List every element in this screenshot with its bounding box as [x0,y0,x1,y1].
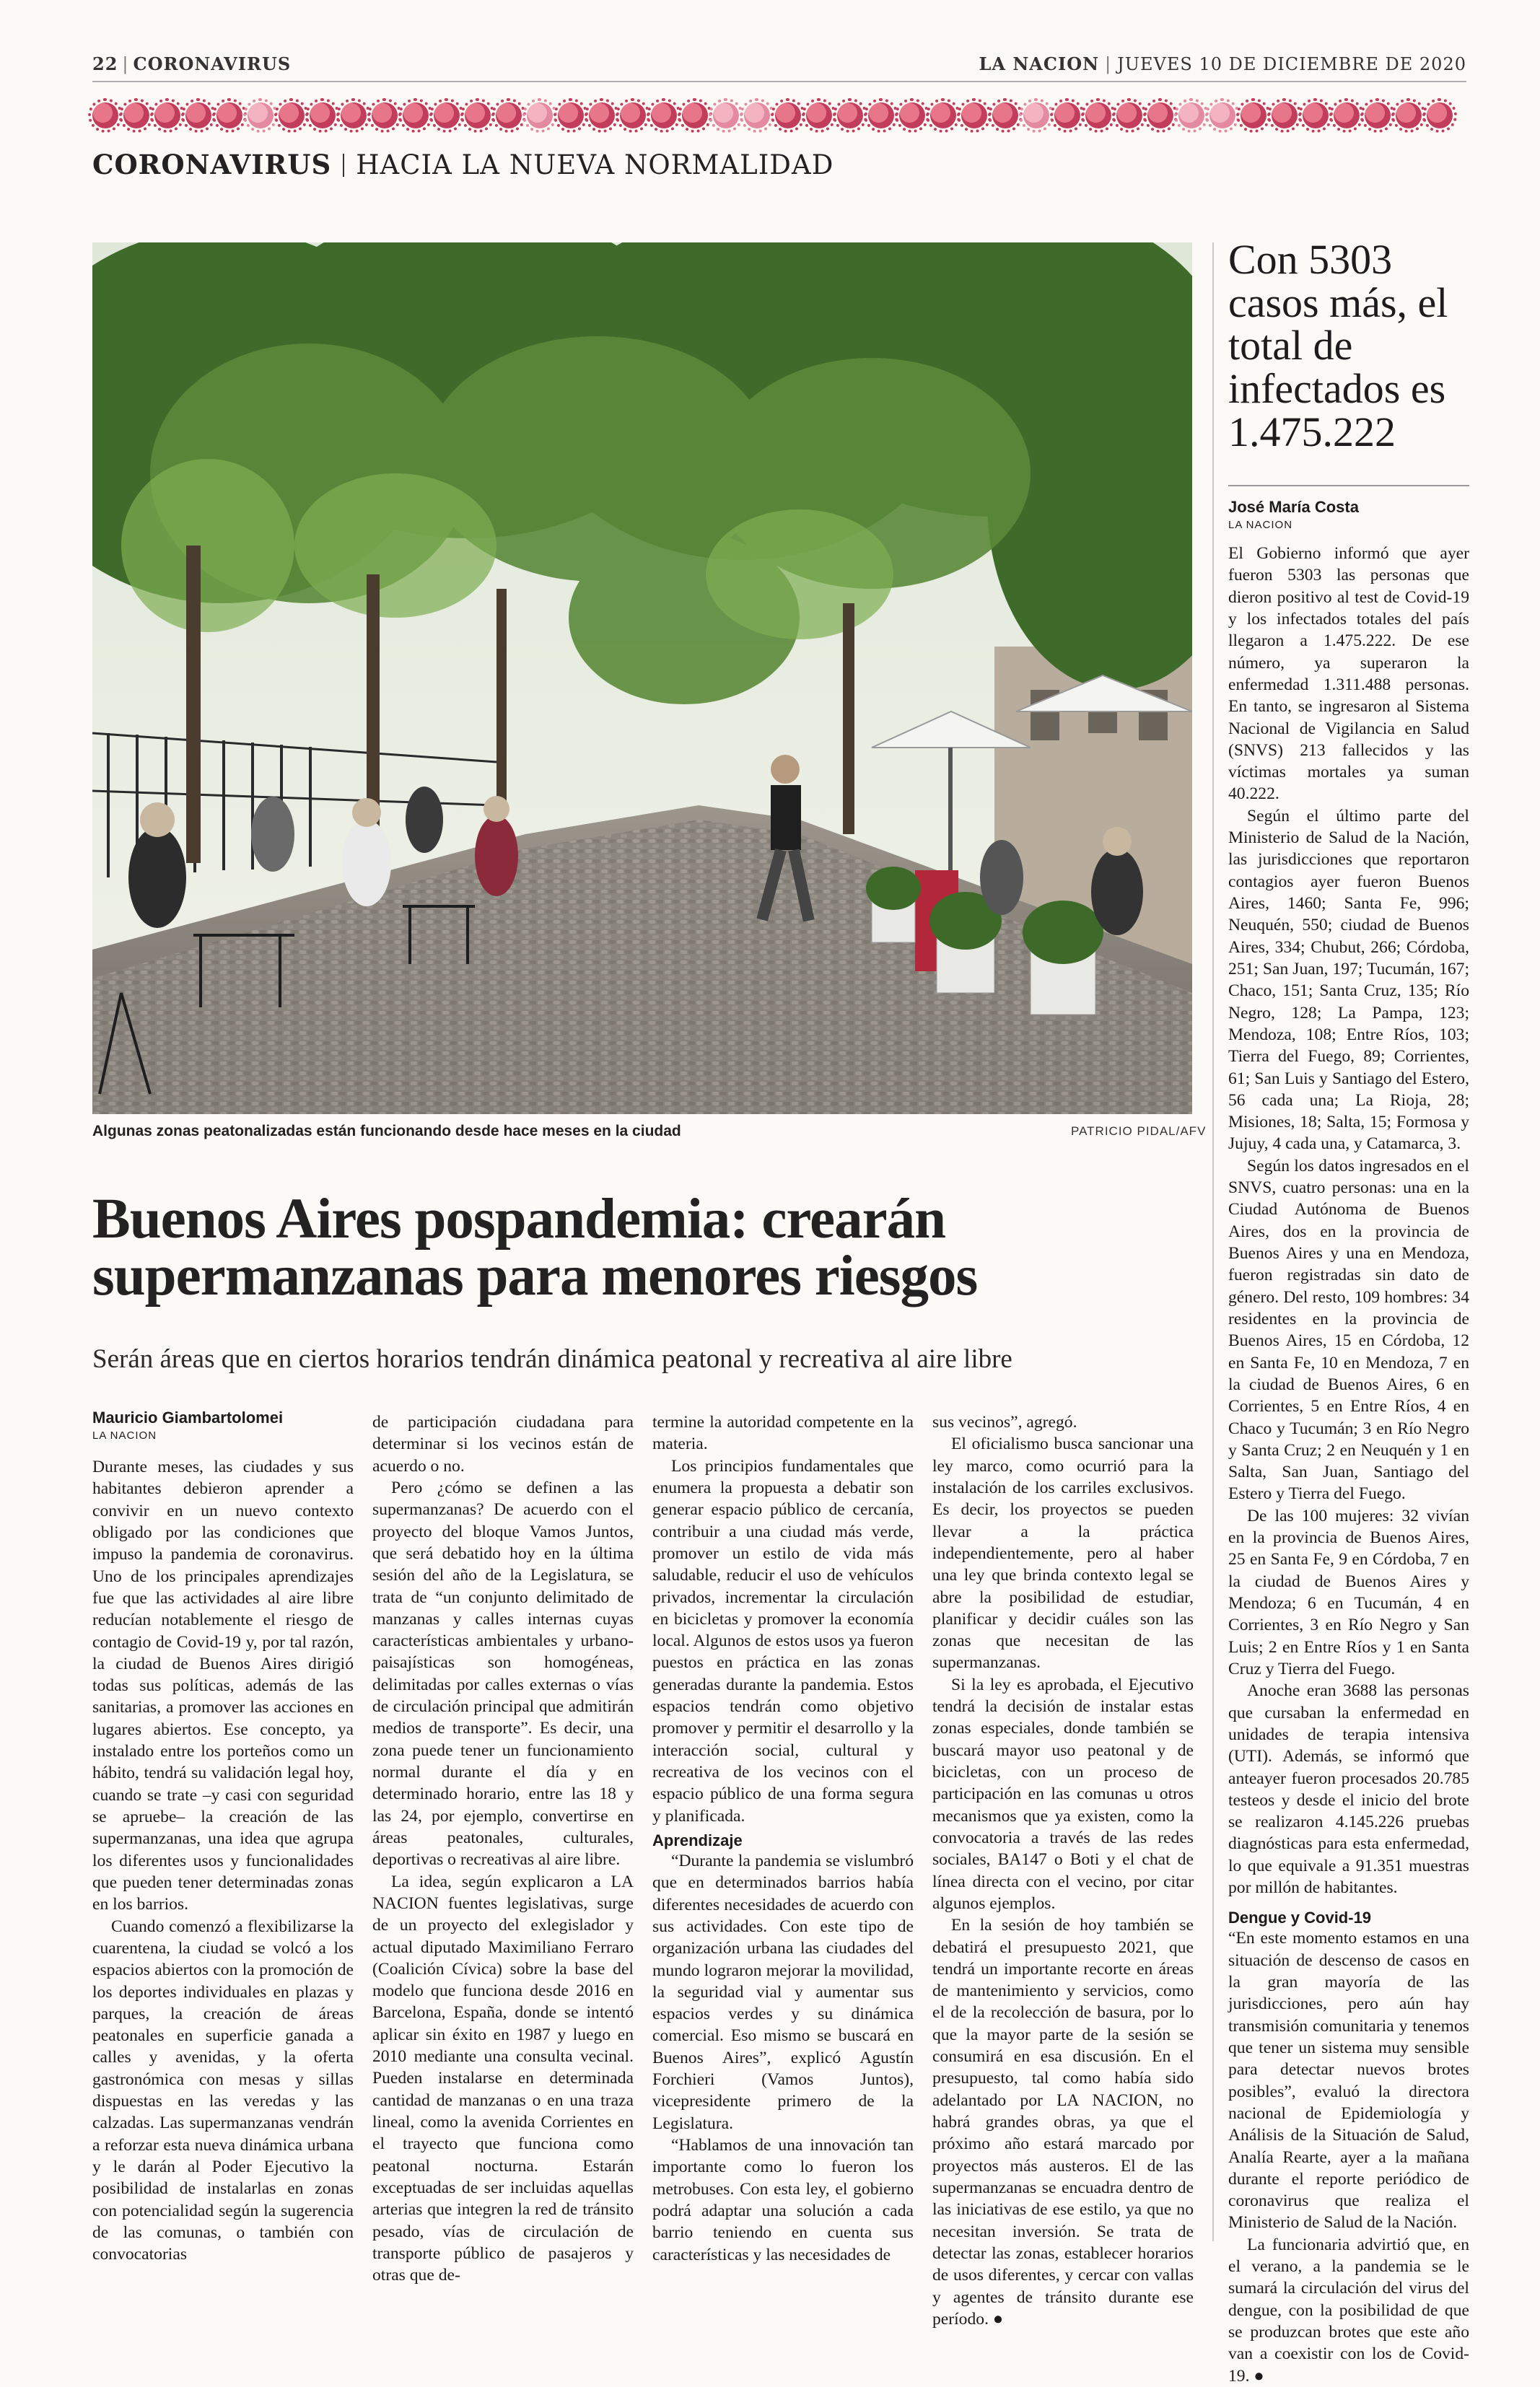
article-column-2 [372,1411,634,2287]
article-column-1 [92,1456,354,2266]
headline-line-2: supermanzanas para menores riesgos [92,1245,978,1308]
paragraph: De las 100 mujeres: 32 vivían en la provincia de Buenos Aires, 25 en Santa Fe, 9 en Córdoba, 7 en la ciudad de Buenos Aires y Mendoza; 6 en Tucumán, 4 en Corrientes, 3 en Río Negro y San Luis; 2 en Entre Ríos y 1 en Santa Cruz y Tierra del Fuego. [1228,1506,1469,1678]
paragraph: La funcionaria advirtió que, en el verano, a la pandemia se le sumará la circulación del virus del dengue, con la posibilidad de que se produzcan brotes que este año van a coexistir con los de Covid-19. ● [1228,2235,1469,2386]
paragraph: Pero ¿cómo se definen a las supermanzanas? De acuerdo con el proyecto del bloque Vamos Juntos, que será debatido hoy en la última sesión del año de la Legislatura, se trata de “un conjunto delimitado de manzanas y calles internas cuyas características ambientales y urbano-paisajísticas son homogéneas, delimitadas por calles externas o vías de circulación principal que admitirán medios de transporte”. Es decir, una zona puede tener un funcionamiento normal durante el día y en determinado horario, entre las 18 y las 24, por ejemplo, convertirse en áreas peatonales, culturales, deportivas o recreativas al aire libre. [372,1478,634,1870]
virus-icon [744,102,770,128]
virus-icon [837,102,863,128]
virus-icon [1365,102,1391,128]
sidebar-column [1228,543,1469,2387]
virus-icon [341,102,367,128]
virus-icon [961,102,987,128]
sidebar-author-agency: LA NACION [1228,519,1293,531]
issue-date: JUEVES 10 DE DICIEMBRE DE 2020 [1117,54,1466,74]
sidebar-author-name: José María Costa [1228,498,1359,516]
paragraph: Según el último parte del Ministerio de Salud de la Nación, las jurisdicciones que reportaron contagios ayer fueron Buenos Aires, 1460; Santa Fe, 996; Neuquén, 550; ciudad de Buenos Aires, 334; Chubut, 266; Córdoba, 251; San Juan, 197; Tucumán, 167; Chaco, 151; Santa Cruz, 135; Río Negro, 128; La Pampa, 123; Mendoza, 108; Entre Ríos, 103; Tierra del Fuego, 89; Corrientes, 61; San Luis y Santiago del Estero, 56 cada una; La Rioja, 28; Misiones, 18; Salta, 15; Formosa y Jujuy, 4 cada una, y Catamarca, 3. [1228,806,1469,1154]
sidebar-byline [1228,498,1359,531]
virus-icon [465,102,491,128]
virus-icon [1054,102,1080,128]
paragraph: Cuando comenzó a flexibilizarse la cuarentena, la ciudad se volcó a los espacios abiertos con la promoción de los deportes individuales en plazas y parques, la creación de áreas peatonales en superficie ganada a calles y avenidas, y la oferta gastronómica con mesas y sillas dispuestas en las veredas y las calzadas. Las supermanzanas vendrán a reforzar esta nueva dinámica urbana y le darán al Poder Ejecutivo la posibilidad de instalarlas en zonas con potencialidad según la sugerencia de las comunas, o también con convocatorias [92,1917,354,2264]
section-title [92,149,834,180]
virus-icon [1147,102,1173,128]
article-column-4 [932,1411,1194,2330]
paragraph: “En este momento estamos en una situación de descenso de casos en la gran mayoría de las jurisdicciones, pero aún hay transmisión comunitaria y tenemos que tener un sistema muy sensible para detectar nuevos brotes posibles”, evaluó la directora nacional de Epidemiología y Análisis de la Situación de Salud, Analía Rearte, ayer a la mañana durante el reporte periódico de coronavirus que realiza el Ministerio de Salud de la Nación. [1228,1929,1469,2233]
paragraph: Según los datos ingresados en el SNVS, cuatro personas: una en la Ciudad Autónoma de Buenos Aires, dos en la provincia de Buenos Aires y una en Mendoza, fueron registradas sin dato de género. Del resto, 109 hombres: 34 residentes en la provincia de Buenos Aires, 15 en Córdoba, 12 en Santa Fe, 10 en Mendoza, 7 en la ciudad de Buenos Aires, 6 en Corrientes, 5 en Entre Ríos, 4 en Chaco y Tucumán; 3 en Río Negro y Santa Cruz; 2 en Neuquén y 1 en Salta, San Juan, Santiago del Estero y Tierra del Fuego. [1228,1156,1469,1504]
author-name: Mauricio Giambartolomei [92,1409,284,1427]
section-main: CORONAVIRUS [92,149,332,180]
virus-icon [1085,102,1111,128]
virus-icon [1396,102,1422,128]
virus-icon [123,102,149,128]
article-column-3 [652,1411,914,2266]
virus-icon [1272,102,1298,128]
subhead: Aprendizaje [652,1831,743,1849]
virus-icon [930,102,956,128]
subhead: Dengue y Covid-19 [1228,1909,1372,1927]
virus-icon [713,102,739,128]
virus-icon [868,102,894,128]
virus-icon [496,102,522,128]
page-header-left: 22 | CORONAVIRUS [92,53,292,74]
photo-illustration [92,242,1192,1114]
photo-credit: PATRICIO PIDAL/AFV [1071,1124,1207,1138]
virus-icon [1241,102,1266,128]
brand-name: LA NACION [979,53,1100,74]
paragraph: Anoche eran 3688 las personas que cursaban la enfermedad en unidades de terapia intensiva (UTI). Además, se informó que anteayer fueron procesados 20.785 testeos y desde el inicio del brote se realizaron 4.145.226 pruebas diagnósticas para esta enfermedad, lo que equivale a 91.351 muestras por millón de habitantes. [1228,1681,1469,1898]
virus-icon [775,102,801,128]
article-byline [92,1409,283,1442]
virus-icon [1427,102,1453,128]
page-number: 22 [92,53,118,74]
paragraph: sus vecinos”, agregó. [932,1413,1077,1432]
header-section: CORONAVIRUS [133,53,292,74]
virus-icon [372,102,398,128]
sidebar-rule [1228,485,1469,486]
article-headline [92,1188,1218,1308]
article-dek: Serán áreas que en ciertos horarios tendrán dinámica peatonal y recreativa al aire libre [92,1344,1012,1374]
virus-icon [651,102,677,128]
header-rule [92,81,1466,82]
virus-icon [154,102,180,128]
paragraph: termine la autoridad competente en la materia. [652,1413,914,1454]
virus-icon [1023,102,1049,128]
paragraph: Los principios fundamentales que enumera la propuesta a debatir son generar espacio público de cercanía, contribuir a una ciudad más verde, promover un estilo de vida más saludable, reducir el uso de vehículos privados, incrementar la circulación en bicicletas y promover la economía local. Algunos de estos usos ya fueron puestos en práctica en las zonas generadas durante la pandemia. Estos espacios tendrán como objetivo promover y permitir el desarrollo y la interacción social, cultural y recreativa de los vecinos con el espacio público de una forma segura y planificada. [652,1456,914,1826]
section-sub: HACIA LA NUEVA NORMALIDAD [356,149,834,180]
virus-icon [806,102,832,128]
paragraph: Si la ley es aprobada, el Ejecutivo tendrá la decisión de instalar estas zonas especiales, donde también se buscará mayor uso peatonal y de bicicletas, con un proceso de participación en las comunas u otros mecanismos que ya existen, como la convocatoria a través de las redes sociales, BA147 o Boti y el chat de línea directa con el vecino, por citar algunos ejemplos. [932,1675,1194,1913]
virus-icon [403,102,429,128]
sidebar-headline: Con 5303 casos más, el total de infectados es 1.475.222 [1228,236,1448,455]
sidebar-divider [1212,242,1214,2241]
paragraph: La idea, según explicaron a LA NACION fuentes legislativas, surge de un proyecto del exlegislador y actual diputado Maximiliano Ferraro (Coalición Cívica) sobre la base del modelo que funciona desde 2016 en Barcelona, España, donde se intentó aplicar sin éxito en 1987 y luego en 2010 mediante una consulta vecinal. Pueden instalarse en determinada cantidad de manzanas o en una traza lineal, como la avenida Corrientes en el trayecto que funciona como peatonal nocturna. Estarán exceptuadas de ser incluidas aquellas arterias que integren la red de tránsito pesado, vías de circulación de transporte público de pasajeros y otras que de- [372,1872,634,2285]
page-header-right: LA NACION | JUEVES 10 DE DICIEMBRE DE 2020 [979,53,1466,74]
paragraph: En la sesión de hoy también se debatirá el presupuesto 2021, que tendrá un importante recorte en áreas de mantenimiento y servicios, como el de la recolección de basura, por lo que la mayor parte de la sesión se consumirá en esa discusión. En el presupuesto, tal como había sido adelantado por LA NACION, no habrá grandes obras, ya que el próximo año estará marcado por proyectos más austeros. El de las supermanzanas se encuadra dentro de las iniciativas de ese estilo, ya que no necesitan inversión. Se trata de detectar las zonas, establecer horarios de usos diferentes, y cercar con vallas y agentes de tránsito durante ese período. ● [932,1916,1194,2329]
paragraph: “Hablamos de una innovación tan importante como lo fueron los metrobuses. Con esta ley, el gobierno podrá adaptar una solución a cada barrio teniendo en cuenta sus características y las necesidades de [652,2136,914,2264]
paragraph: El Gobierno informó que ayer fueron 5303 las personas que dieron positivo al test de Covid-19 y los infectados totales del país llegaron a 1.475.222. De ese número, ya superaron la enfermedad 1.311.488 personas. En tanto, se ingresaron al Sistema Nacional de Vigilancia en Salud (SNVS) 213 fallecidos y las víctimas mortales ya suman 40.222. [1228,544,1469,804]
virus-icon [1178,102,1204,128]
headline-line-1: Buenos Aires pospandemia: crearán [92,1188,946,1251]
virus-icon [434,102,460,128]
virus-icon [899,102,925,128]
paragraph: de participación ciudadana para determinar si los vecinos están de acuerdo o no. [372,1413,634,1476]
virus-icon [992,102,1018,128]
virus-decoration-row [92,98,1464,134]
virus-icon [589,102,615,128]
virus-icon [620,102,646,128]
virus-icon [248,102,274,128]
virus-icon [1303,102,1329,128]
virus-icon [682,102,708,128]
virus-icon [279,102,305,128]
virus-icon [185,102,211,128]
paragraph: “Durante la pandemia se vislumbró que en determinados barrios había diferentes necesidades de acuerdo con sus actividades. Con este tipo de organización urbana las ciudades del mundo lograron mejorar la movilidad, la seguridad vial y aumentar sus espacios verdes y su dinámica comercial. Eso mismo se buscará en Buenos Aires”, explicó Agustín Forchieri (Vamos Juntos), vicepresidente primero de la Legislatura. [652,1851,914,2133]
virus-icon [1116,102,1142,128]
paragraph: Durante meses, las ciudades y sus habitantes debieron aprender a convivir en un nuevo contexto obligado por las condiciones que impuso la pandemia de coronavirus. Uno de los principales aprendizajes fue que las actividades al aire libre reducían notablemente el riesgo de contagio de Covid-19 y, por tal razón, la ciudad de Buenos Aires dirigió todas sus políticas, además de las sanitarias, a promover las acciones en lugares abiertos. Ese concepto, ya instalado entre los porteños como un hábito, tendrá su validación legal hoy, cuando se trate –y casi con seguridad se apruebe– la creación de las supermanzanas, una idea que agrupa los diferentes usos y funcionalidades que pueden tener determinadas zonas en los barrios. [92,1458,354,1914]
virus-icon [216,102,242,128]
virus-icon [1209,102,1235,128]
virus-icon [558,102,584,128]
street-cafe-photo [92,242,1192,1114]
virus-icon [92,102,118,128]
virus-icon [310,102,336,128]
author-agency: LA NACION [92,1429,157,1442]
virus-icon [527,102,553,128]
paragraph: El oficialismo busca sancionar una ley marco, como ocurrió para la instalación de los carriles exclusivos. Es decir, los proyectos se pueden llevar a la práctica independientemente, pero al haber una ley que brinda contexto legal se abre la posibilidad de estudiar, planificar y decidir cuáles son las zonas que necesitan de las supermanzanas. [932,1435,1194,1673]
virus-icon [1334,102,1360,128]
photo-caption: Algunas zonas peatonalizadas están funcionando desde hace meses en la ciudad [92,1123,681,1139]
